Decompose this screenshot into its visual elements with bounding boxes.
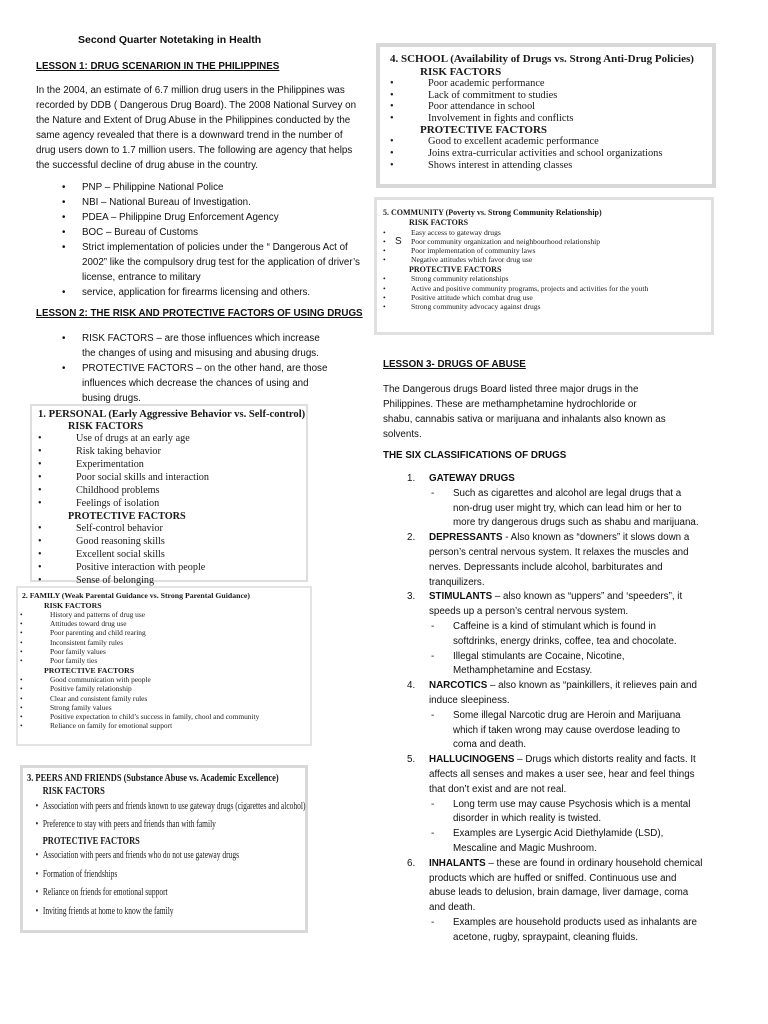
risk-factor-item: • Preference to stay with peers and friends than with family	[27, 816, 227, 834]
drug-classification-item	[383, 531, 703, 590]
protective-factor-item: • Active and positive community programs, projects and activities for the youth	[391, 284, 711, 293]
intro-line: shabu, cannabis sativa or marijuana and inhalants also known as	[383, 414, 666, 425]
item-number: 4.	[407, 680, 416, 692]
community-factors-image	[374, 197, 714, 335]
factor-definitions	[36, 331, 336, 406]
protective-factors-label: PROTECTIVE FACTORS	[420, 124, 548, 137]
item-number: 3.	[407, 591, 416, 603]
protective-factor-item: • Strong community advocacy against drugs	[391, 302, 711, 311]
agency-item: • NBI – National Bureau of Investigation.	[36, 195, 374, 210]
drug-classification-item	[383, 679, 703, 753]
protective-factor-item: • Sense of belonging	[46, 575, 306, 588]
item-number: 6.	[407, 857, 416, 869]
risk-factor-item: • Feelings of isolation	[46, 498, 306, 511]
classifications-heading: THE SIX CLASSIFICATIONS OF DRUGS	[383, 450, 567, 461]
protective-factor-item: • Reliance on family for emotional support	[28, 721, 310, 730]
paragraph-line: same agency revealed that there is a downward trend in the number of	[36, 130, 343, 141]
risk-factors-label: RISK FACTORS	[420, 66, 502, 78]
drug-classification-item	[383, 472, 703, 531]
personal-factors-image	[30, 404, 308, 586]
family-factors-image	[16, 586, 312, 746]
protective-factors-label: PROTECTIVE FACTORS	[42, 834, 140, 847]
item-number: 2.	[407, 532, 416, 544]
risk-factors-label: RISK FACTORS	[42, 785, 105, 797]
risk-factor-item: • Negative attitudes which favor drug use	[391, 255, 711, 264]
protective-factor-item: • Good to excellent academic performance	[398, 136, 712, 148]
peers-factors-image	[20, 765, 308, 933]
definition-item: • RISK FACTORS – are those influences which increase the changes of using and misusing and abusing drugs.	[36, 331, 336, 361]
drug-classification-item	[383, 753, 703, 857]
risk-factor-item: • Risk taking behavior	[46, 446, 306, 459]
protective-factor-item: • Good communication with people	[28, 675, 310, 684]
school-factors-image	[376, 43, 716, 188]
drug-description: - Also known as “downers” it slows down a person’s central nervous system. It relaxes the muscles and nerves. Depressants include alcohol, barbiturates and tranquilizers.	[429, 532, 690, 588]
drug-description: – also known as “painkillers, it relieves pain and induce sleepiness.	[429, 680, 697, 706]
risk-factor-item: • Association with peers and friends known to use gateway drugs (cigarettes and alcohol)	[27, 798, 227, 816]
item-number: 5.	[407, 754, 416, 766]
risk-factor-item: • History and patterns of drug use	[28, 610, 310, 619]
protective-factor-item: • Positive expectation to child’s success in family, chool and community	[28, 712, 310, 721]
intro-line: The Dangerous drugs Board listed three major drugs in the	[383, 384, 639, 395]
risk-factor-item: • Experimentation	[46, 459, 306, 472]
risk-factor-item: • Poor family ties	[28, 656, 310, 665]
paragraph-line: the Nature and Extent of Drug Abuse in the Philippines conducted by the	[36, 115, 351, 126]
drug-sub-list	[429, 487, 703, 531]
intro-line: Philippines. These are methamphetamine hydrochloride or	[383, 399, 637, 410]
risk-factor-item: • Poor community organization and neighbourhood relationship	[391, 237, 711, 246]
protective-factor-item: • Clear and consistent family rules	[28, 694, 310, 703]
protective-factor-item: • Formation of friendships	[27, 866, 227, 884]
risk-factors-label: RISK FACTORS	[409, 218, 469, 227]
protective-factor-item: • Strong family values	[28, 703, 310, 712]
risk-factors-label: RISK FACTORS	[44, 600, 102, 610]
protective-factors-label: PROTECTIVE FACTORS	[409, 264, 502, 274]
protective-factor-item: • Inviting friends at home to know the family	[27, 903, 227, 921]
protective-factor-item: • Positive interaction with people	[46, 562, 306, 575]
box-title: 3. PEERS AND FRIENDS (Substance Abuse vs. Academic Excellence)	[27, 772, 279, 784]
agency-list	[36, 180, 374, 300]
paragraph-line: drug users down to 1.7 million users. The following are agency that helps	[36, 145, 353, 156]
drug-sub-item: - Caffeine is a kind of stimulant which is found in softdrinks, energy drinks, coffee, tea and chocolate.	[429, 620, 703, 650]
protective-factor-item: • Joins extra-curricular activities and school organizations	[398, 148, 712, 160]
drug-sub-item: - Long term use may cause Psychosis which is a mental disorder in which reality is twisted.	[429, 798, 703, 828]
risk-factor-item: • Easy access to gateway drugs	[391, 228, 711, 237]
box-title: 2. FAMILY (Weak Parental Guidance vs. Strong Parental Guidance)	[22, 591, 250, 600]
drug-sub-item: - Examples are household products used as inhalants are acetone, rugby, spraypaint, cleaning fluids.	[429, 916, 703, 946]
drug-description: – Drugs which distorts reality and facts. It affects all senses and makes a user see, hear and feel things that don’t exist and are not real.	[429, 754, 696, 795]
protective-factor-item: • Reliance on friends for emotional support	[27, 884, 227, 902]
risk-factor-item: • Involvement in fights and conflicts	[398, 113, 712, 125]
protective-factor-item: • Association with peers and friends who do not use gateway drugs	[27, 847, 227, 865]
protective-factors-label: PROTECTIVE FACTORS	[68, 510, 186, 522]
drug-sub-list	[429, 798, 703, 857]
risk-factor-item: • Inconsistent family rules	[28, 638, 310, 647]
lesson3-intro	[383, 382, 723, 442]
drug-classification-item	[383, 857, 703, 946]
drug-term: HALLUCINOGENS	[429, 754, 515, 766]
drug-sub-list	[429, 620, 703, 679]
risk-factor-item: • Poor parenting and child rearing	[28, 628, 310, 637]
risk-factor-item: • Poor attendance in school	[398, 101, 712, 113]
protective-factor-item: • Excellent social skills	[46, 549, 306, 562]
lesson3-heading: LESSON 3- DRUGS OF ABUSE	[383, 359, 526, 370]
risk-factor-item: • Use of drugs at an early age	[46, 433, 306, 446]
risk-factor-item: • Lack of commitment to studies	[398, 90, 712, 102]
agency-item: • BOC – Bureau of Customs	[36, 225, 374, 240]
agency-item: • PNP – Philippine National Police	[36, 180, 374, 195]
protective-factor-item: • Positive attitude which combat drug use	[391, 293, 711, 302]
box-title: 5. COMMUNITY (Poverty vs. Strong Community Relationship)	[383, 208, 602, 217]
protective-factor-item: • Strong community relationships	[391, 274, 711, 283]
drug-sub-item: - Illegal stimulants are Cocaine, Nicotine, Methamphetamine and Ecstasy.	[429, 650, 703, 680]
drug-classification-item	[383, 590, 703, 679]
risk-factor-item: • Childhood problems	[46, 485, 306, 498]
drug-classification-list	[383, 472, 703, 946]
agency-item: • service, application for firearms licensing and others.	[36, 285, 374, 300]
drug-sub-item: - Examples are Lysergic Acid Diethylamide (LSD), Mescaline and Magic Mushroom.	[429, 827, 703, 857]
drug-sub-list	[429, 916, 703, 946]
drug-sub-item: - Some illegal Narcotic drug are Heroin and Marijuana which if taken wrong may cause overdose leading to coma and death.	[429, 709, 703, 753]
drug-sub-item: - Such as cigarettes and alcohol are legal drugs that a non-drug user might try, which can lead him or her to more try dangerous drugs such as shabu and marijuana.	[429, 487, 703, 531]
protective-factors-label: PROTECTIVE FACTORS	[44, 665, 135, 675]
lesson1-heading: LESSON 1: DRUG SCENARION IN THE PHILIPPINES	[36, 61, 280, 72]
drug-term: NARCOTICS	[429, 680, 488, 692]
lesson1-paragraph	[36, 83, 381, 173]
protective-factor-item: • Good reasoning skills	[46, 536, 306, 549]
document-title: Second Quarter Notetaking in Health	[78, 34, 262, 46]
risk-factor-item: • Poor academic performance	[398, 78, 712, 90]
drug-term: DEPRESSANTS	[429, 532, 503, 544]
risk-factor-item: • Poor social skills and interaction	[46, 472, 306, 485]
lesson2-heading: LESSON 2: THE RISK AND PROTECTIVE FACTORS OF USING DRUGS	[36, 308, 363, 319]
risk-factor-item: • Poor implementation of community laws	[391, 246, 711, 255]
item-number: 1.	[407, 473, 416, 484]
definition-item: • PROTECTIVE FACTORS – on the other hand, are those influences which decrease the chances of using and busing drugs.	[36, 361, 336, 406]
drug-description: – also known as “uppers” and ‘speeders”, it speeds up a person’s central nervous system.	[429, 591, 683, 618]
paragraph-line: recorded by DDB ( Dangerous Drug Board). The 2008 National Survey on	[36, 100, 357, 111]
paragraph-line: the successful decline of drug abuse in the country.	[36, 160, 259, 171]
box-title: 1. PERSONAL (Early Aggressive Behavior vs. Self-control)	[38, 409, 306, 420]
drug-term: GATEWAY DRUGS	[429, 473, 515, 484]
drug-term: STIMULANTS	[429, 591, 493, 603]
box-title: 4. SCHOOL (Availability of Drugs vs. Strong Anti-Drug Policies)	[390, 53, 694, 65]
drug-description: – these are found in ordinary household chemical products which are huffed or sniffed. Continuous use and abuse leads to delusion, brain damage, liver damage, coma and death.	[429, 857, 703, 914]
risk-factors-label: RISK FACTORS	[68, 421, 144, 432]
paragraph-line: In the 2004, an estimate of 6.7 million drug users in the Philippines was	[36, 85, 345, 96]
risk-factor-item: • Poor family values	[28, 647, 310, 656]
protective-factor-item: • Self-control behavior	[46, 523, 306, 536]
protective-factor-item: • Positive family relationship	[28, 684, 310, 693]
agency-item: • PDEA – Philippine Drug Enforcement Agency	[36, 210, 374, 225]
protective-factor-item: • Shows interest in attending classes	[398, 160, 712, 172]
intro-line: solvents.	[383, 429, 422, 440]
side-mark: S	[395, 236, 402, 247]
drug-sub-list	[429, 709, 703, 753]
risk-factor-item: • Attitudes toward drug use	[28, 619, 310, 628]
agency-item: • Strict implementation of policies under the “ Dangerous Act of 2002” like the compulsory drug test for the application of driver’s license, entrance to military	[36, 240, 374, 285]
drug-term: INHALANTS	[429, 857, 486, 869]
